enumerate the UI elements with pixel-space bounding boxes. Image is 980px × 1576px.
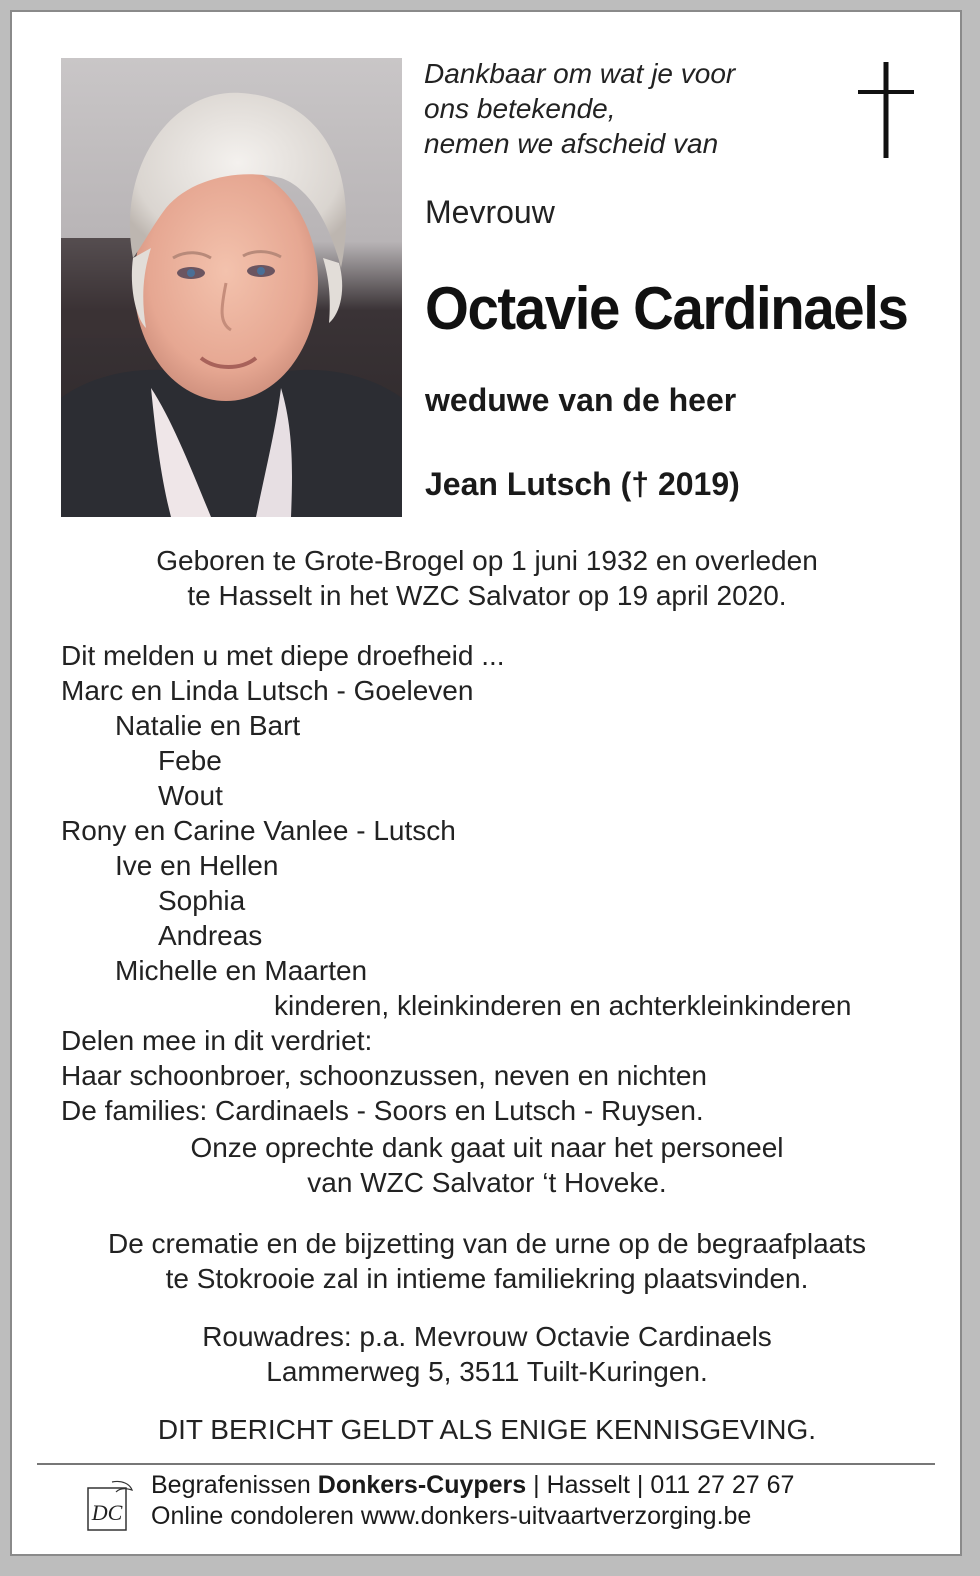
family-summary: kinderen, kleinkinderen en achterkleinkinderen	[274, 990, 852, 1021]
company-name: Donkers-Cuypers	[317, 1471, 527, 1499]
intro-line: nemen we afscheid van	[424, 128, 719, 159]
intro-line: Dankbaar om wat je voor	[424, 58, 736, 89]
intro-line: ons betekende,	[424, 93, 616, 124]
footer-city: | Hasselt |	[526, 1471, 651, 1499]
footer-prefix: Begrafenissen	[151, 1471, 318, 1499]
family-member: Ive en Hellen	[115, 850, 279, 881]
share-line: Delen mee in dit verdriet:	[61, 1025, 373, 1056]
birth-death-text	[61, 543, 913, 613]
deceased-name: Octavie Cardinaels	[425, 275, 908, 342]
family-member: Marc en Linda Lutsch - Goeleven	[61, 675, 474, 706]
portrait-photo	[61, 58, 402, 517]
phone-number[interactable]: 011 27 27 67	[650, 1471, 795, 1499]
cremation-text	[61, 1226, 913, 1296]
family-member: Natalie en Bart	[115, 710, 301, 741]
intro-text	[424, 56, 824, 161]
text-line: Geboren te Grote-Brogel op 1 juni 1932 en overleden	[156, 545, 818, 576]
announce-line: Dit melden u met diepe droefheid ...	[61, 640, 505, 671]
family-member: Febe	[158, 745, 222, 776]
divider	[37, 1463, 935, 1465]
address-text	[61, 1319, 913, 1389]
share-line: Haar schoonbroer, schoonzussen, neven en nichten	[61, 1060, 707, 1091]
family-member: Andreas	[158, 920, 263, 951]
text-line: Rouwadres: p.a. Mevrouw Octavie Cardinaels	[202, 1321, 772, 1352]
family-member: Rony en Carine Vanlee - Lutsch	[61, 815, 456, 846]
funeral-home-logo	[82, 1478, 134, 1536]
condolence-link[interactable]: Online condoleren www.donkers-uitvaartverzorging.be	[151, 1502, 752, 1530]
notice-text: DIT BERICHT GELDT ALS ENIGE KENNISGEVING.	[157, 1414, 817, 1445]
text-line: van WZC Salvator ‘t Hoveke.	[307, 1167, 667, 1198]
text-line: Onze oprechte dank gaat uit naar het personeel	[190, 1132, 784, 1163]
family-member: Sophia	[158, 885, 246, 916]
cross-icon	[858, 62, 914, 158]
honorific: Mevrouw	[425, 194, 555, 230]
text-line: te Hasselt in het WZC Salvator op 19 april 2020.	[187, 580, 787, 611]
family-member: Wout	[158, 780, 223, 811]
widow-line: weduwe van de heer	[425, 382, 737, 418]
svg-text:DC: DC	[91, 1500, 123, 1525]
family-member: Michelle en Maarten	[115, 955, 368, 986]
family-list	[61, 638, 913, 1128]
footer	[151, 1470, 794, 1532]
text-line: te Stokrooie zal in intieme familiekring plaatsvinden.	[165, 1263, 809, 1294]
share-line: De families: Cardinaels - Soors en Lutsch - Ruysen.	[61, 1095, 704, 1126]
text-line: Lammerweg 5, 3511 Tuilt-Kuringen.	[266, 1356, 708, 1387]
thanks-text	[61, 1130, 913, 1200]
obituary-card	[10, 10, 962, 1556]
text-line: De crematie en de bijzetting van de urne op de begraafplaats	[107, 1228, 867, 1259]
spouse-name: Jean Lutsch († 2019)	[425, 466, 740, 502]
